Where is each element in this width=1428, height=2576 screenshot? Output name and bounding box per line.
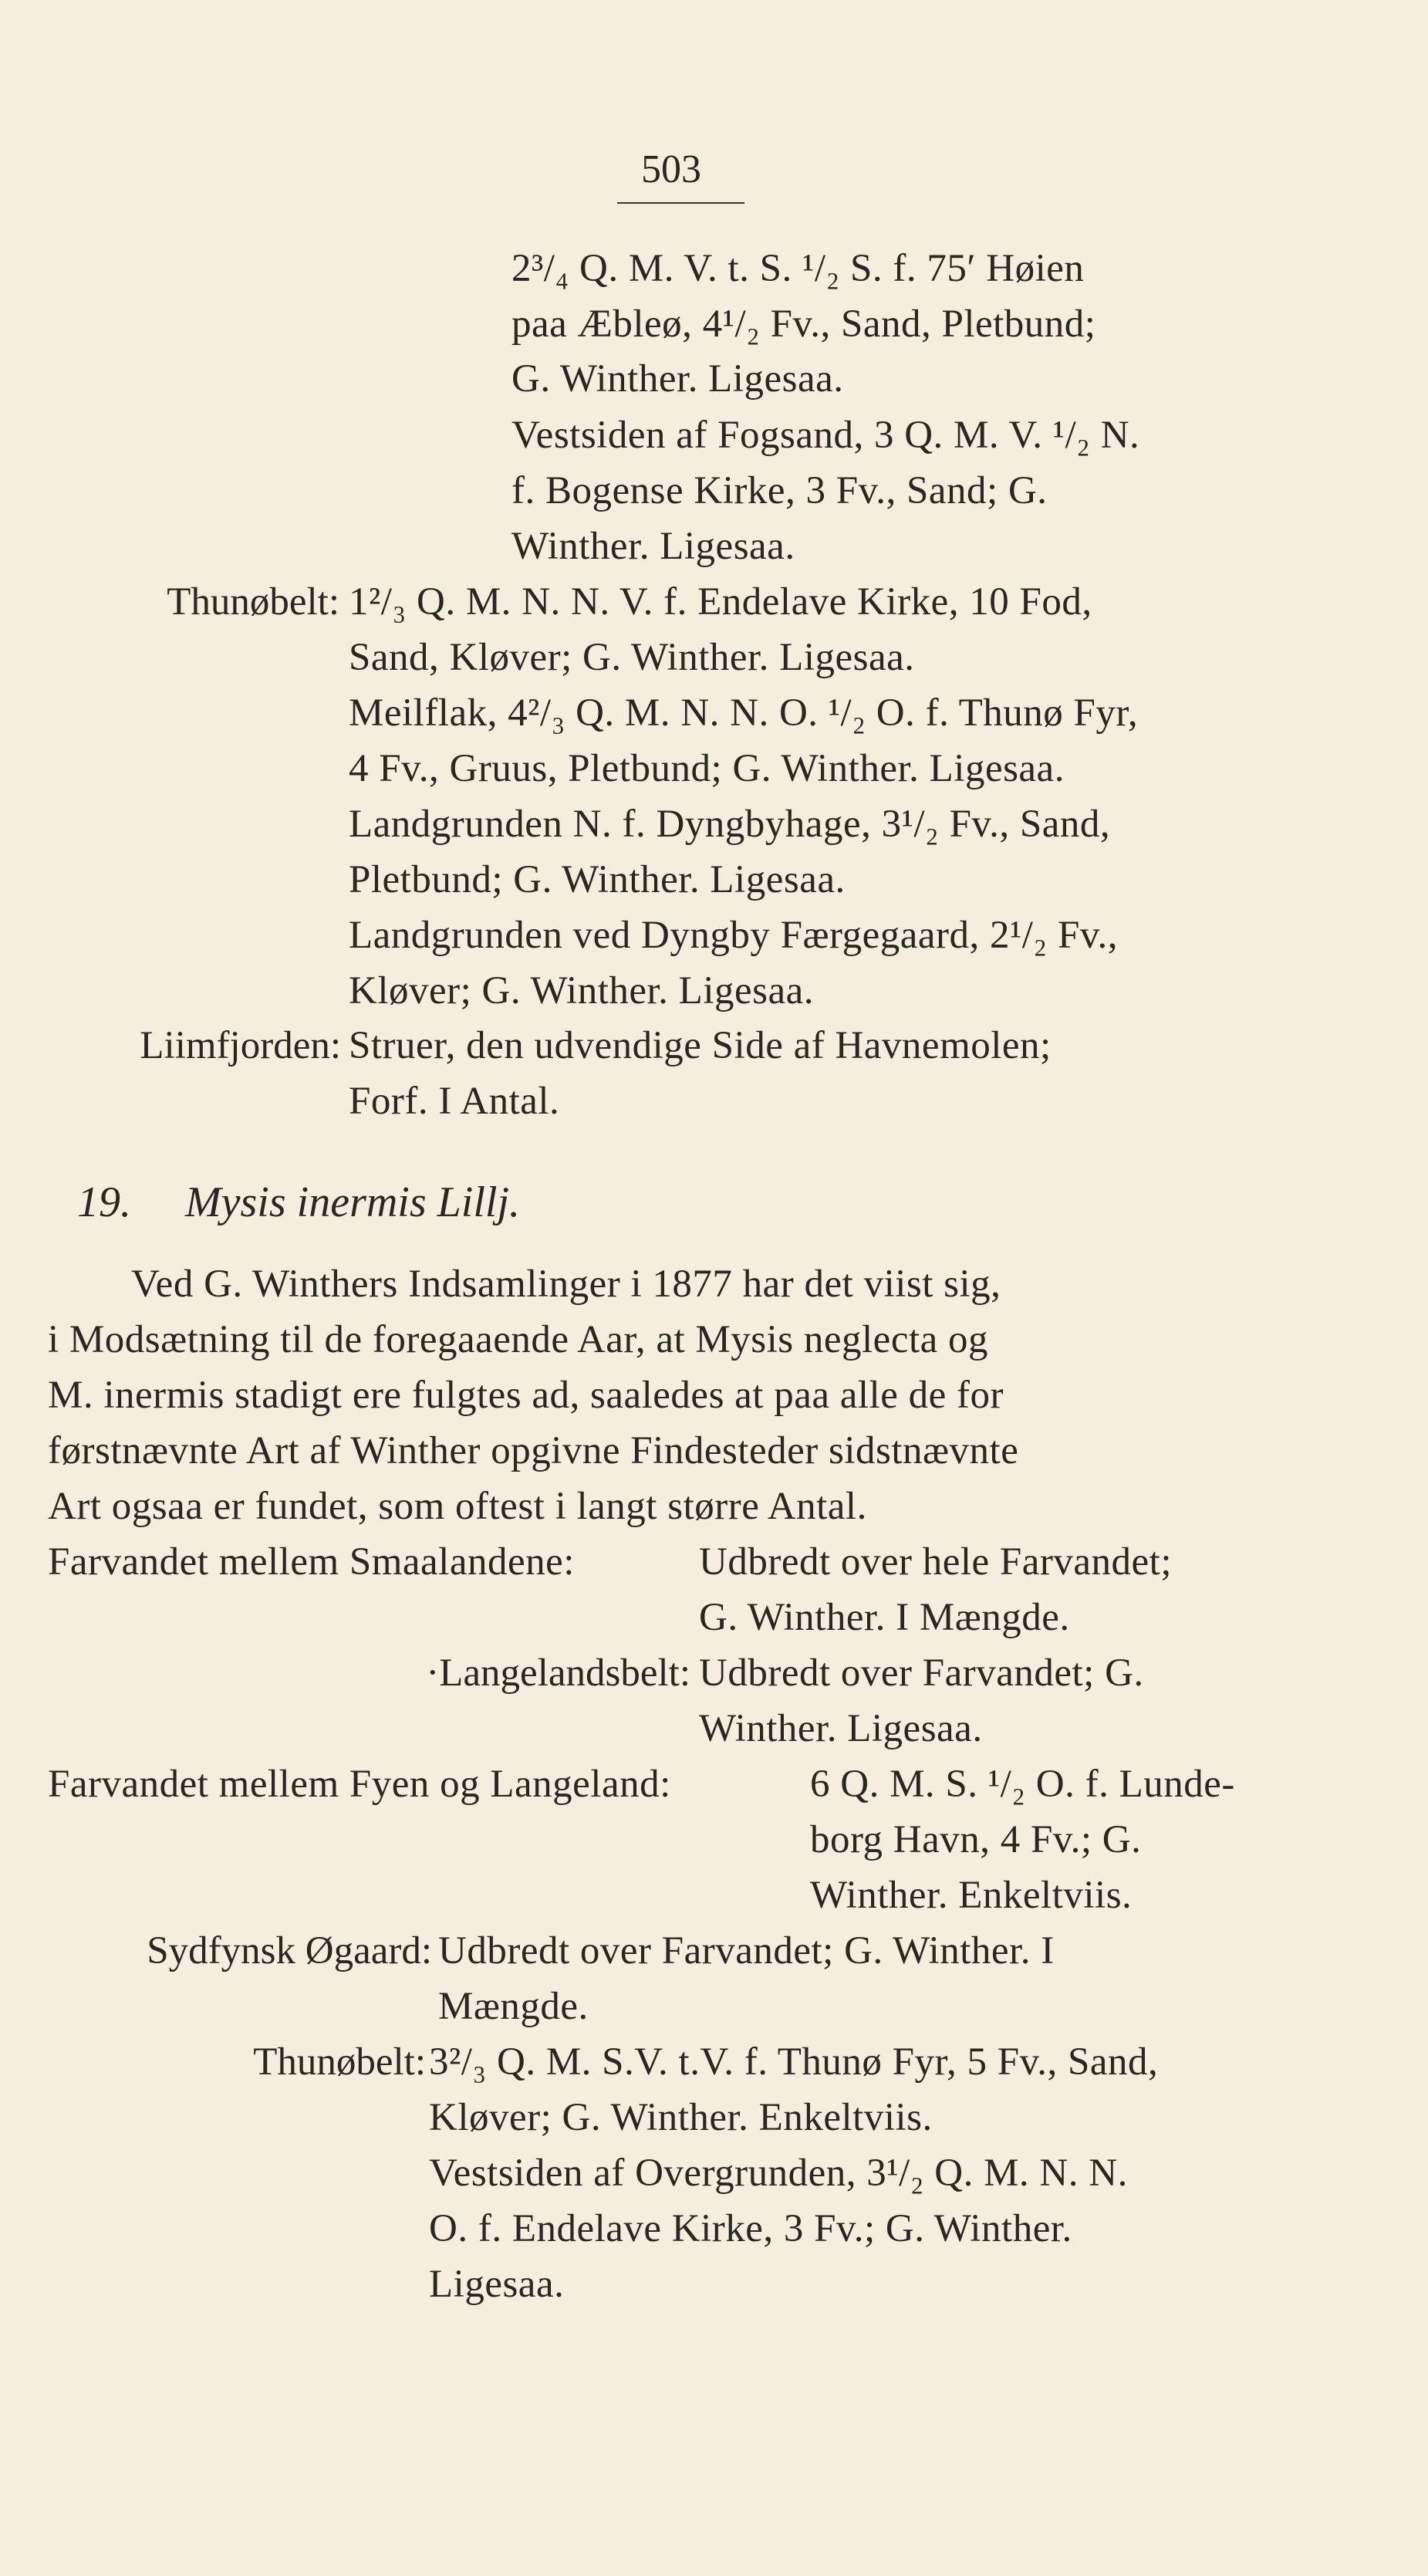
text-line: Udbredt over Farvandet; G. <box>699 1651 1144 1695</box>
text-line: Landgrunden ved Dyngby Færgegaard, 2¹/₂ Fv., <box>349 914 1119 957</box>
text-line: 4 Fv., Gruus, Pletbund; G. Winther. Ligesaa. <box>349 747 1065 790</box>
text-line: Udbredt over hele Farvandet; <box>699 1540 1173 1584</box>
text-line: 6 Q. M. S. ¹/₂ O. f. Lunde- <box>810 1763 1235 1806</box>
text-line: Struer, den udvendige Side af Havnemolen; <box>349 1024 1052 1067</box>
locality-label: Sydfynsk Øgaard: <box>147 1929 432 1973</box>
text-line: Vestsiden af Overgrunden, 3¹/₂ Q. M. N. N. <box>429 2152 1128 2195</box>
locality-label: Farvandet mellem Fyen og Langeland: <box>48 1763 671 1806</box>
text-line: paa Æbleø, 4¹/₂ Fv., Sand, Pletbund; <box>511 303 1096 346</box>
text-line: Udbredt over Farvandet; G. Winther. I <box>438 1929 1055 1973</box>
locality-label: Farvandet mellem Smaalandene: <box>48 1540 575 1584</box>
locality-label: Thunøbelt: <box>167 580 339 624</box>
text-line: 2³/₄ Q. M. V. t. S. ¹/₂ S. f. 75′ Høien <box>511 247 1085 290</box>
paragraph-line: Art ogsaa er fundet, som oftest i langt større Antal. <box>48 1485 867 1528</box>
locality-label: Liimfjorden: <box>140 1024 341 1067</box>
text-line: Winther. Ligesaa. <box>511 525 795 568</box>
text-line: G. Winther. Ligesaa. <box>511 357 844 401</box>
text-line: Forf. I Antal. <box>349 1080 560 1123</box>
paragraph-line: i Modsætning til de foregaaende Aar, at Mysis neglecta og <box>48 1318 989 1361</box>
text-line: Vestsiden af Fogsand, 3 Q. M. V. ¹/₂ N. <box>511 414 1140 457</box>
paragraph-line: Ved G. Winthers Indsamlinger i 1877 har det viist sig, <box>131 1263 1001 1306</box>
text-line: Pletbund; G. Winther. Ligesaa. <box>349 858 846 901</box>
section-number: 19. <box>77 1178 131 1226</box>
text-line: 1²/₃ Q. M. N. N. V. f. Endelave Kirke, 10 Fod, <box>349 580 1092 624</box>
text-line: f. Bogense Kirke, 3 Fv., Sand; G. <box>511 469 1048 512</box>
section-title: Mysis inermis Lillj. <box>185 1178 521 1226</box>
text-line: Landgrunden N. f. Dyngbyhage, 3¹/₂ Fv., Sand, <box>349 803 1111 846</box>
text-line: Ligesaa. <box>429 2263 565 2306</box>
text-line: Meilflak, 4²/₃ Q. M. N. N. O. ¹/₂ O. f. Thunø Fyr, <box>349 691 1139 735</box>
text-line: Sand, Kløver; G. Winther. Ligesaa. <box>349 636 915 679</box>
text-line: Winther. Enkeltviis. <box>810 1874 1133 1917</box>
text-line: Mængde. <box>438 1985 589 2028</box>
page-number-rule <box>617 202 744 204</box>
page-number: 503 <box>641 147 701 191</box>
text-line: 3²/₃ Q. M. S.V. t.V. f. Thunø Fyr, 5 Fv., Sand, <box>429 2040 1159 2084</box>
text-line: Winther. Ligesaa. <box>699 1707 983 1750</box>
paragraph-line: M. inermis stadigt ere fulgtes ad, saaledes at paa alle de for <box>48 1374 1004 1417</box>
text-line: borg Havn, 4 Fv.; G. <box>810 1818 1142 1861</box>
text-line: O. f. Endelave Kirke, 3 Fv.; G. Winther. <box>429 2207 1072 2250</box>
paragraph-line: førstnævnte Art af Winther opgivne Findesteder sidstnævnte <box>48 1429 1019 1472</box>
text-line: G. Winther. I Mængde. <box>699 1596 1070 1639</box>
text-line: Kløver; G. Winther. Ligesaa. <box>349 969 815 1012</box>
text-line: Kløver; G. Winther. Enkeltviis. <box>429 2096 933 2139</box>
locality-label: ·Langelandsbelt: <box>426 1651 690 1695</box>
locality-label: Thunøbelt: <box>253 2040 426 2084</box>
